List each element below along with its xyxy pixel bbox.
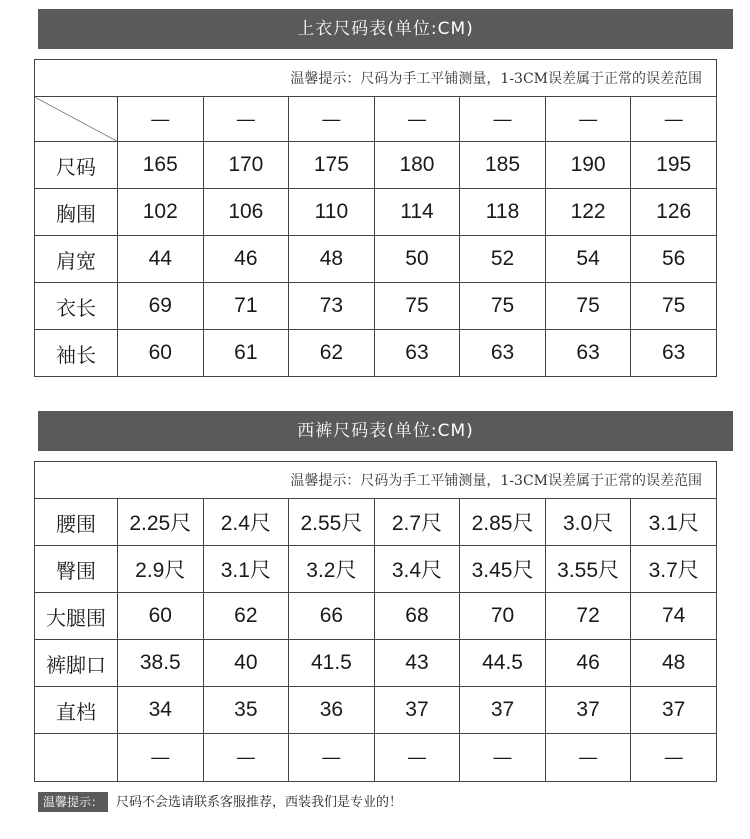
dash-cell: — (460, 97, 546, 142)
footer-tip (38, 792, 402, 812)
table-cell: 170 (203, 142, 289, 189)
dash-cell: — (118, 97, 204, 142)
shirt-size-chart-title: 上衣尺码表(单位:CM) (38, 9, 733, 49)
table-cell: 63 (374, 330, 460, 377)
table-cell: 2.55尺 (289, 499, 375, 546)
row-label: 肩宽 (35, 236, 118, 283)
table-cell: 3.45尺 (460, 546, 546, 593)
table-cell: 69 (118, 283, 204, 330)
row-label: 袖长 (35, 330, 118, 377)
table-cell: 37 (545, 687, 631, 734)
table-cell: 52 (460, 236, 546, 283)
table-cell: 37 (374, 687, 460, 734)
table-cell: 106 (203, 189, 289, 236)
table-cell: 40 (203, 640, 289, 687)
table-cell: 43 (374, 640, 460, 687)
table-row (35, 734, 717, 782)
table-cell: 63 (631, 330, 717, 377)
table-cell: 44.5 (460, 640, 546, 687)
table-row (35, 499, 717, 546)
table-row (35, 142, 717, 189)
table-cell: 37 (460, 687, 546, 734)
dash-cell: — (289, 97, 375, 142)
table-cell: 165 (118, 142, 204, 189)
table-cell: 118 (460, 189, 546, 236)
table-cell: 66 (289, 593, 375, 640)
table-cell: 110 (289, 189, 375, 236)
table-cell: 60 (118, 593, 204, 640)
shirt-size-table (34, 59, 717, 377)
table-cell: 122 (545, 189, 631, 236)
table-cell: 56 (631, 236, 717, 283)
table-cell: 68 (374, 593, 460, 640)
table-cell: 75 (545, 283, 631, 330)
table-row (35, 640, 717, 687)
table-cell: 38.5 (118, 640, 204, 687)
table-row (35, 236, 717, 283)
table-cell: 48 (631, 640, 717, 687)
table-cell: 46 (203, 236, 289, 283)
table-cell: 126 (631, 189, 717, 236)
table-cell: 46 (545, 640, 631, 687)
dash-cell: — (118, 734, 204, 782)
row-label: 大腿围 (35, 593, 118, 640)
table-row (35, 687, 717, 734)
table-cell: 195 (631, 142, 717, 189)
table-cell: 3.2尺 (289, 546, 375, 593)
table-cell: 60 (118, 330, 204, 377)
dash-cell: — (203, 97, 289, 142)
table-cell: 75 (374, 283, 460, 330)
table-row (35, 97, 717, 142)
table-cell: 175 (289, 142, 375, 189)
table-cell: 185 (460, 142, 546, 189)
table-cell: 63 (545, 330, 631, 377)
row-label: 腰围 (35, 499, 118, 546)
table-cell: 44 (118, 236, 204, 283)
table-cell: 102 (118, 189, 204, 236)
table-cell: 71 (203, 283, 289, 330)
table-cell: 3.7尺 (631, 546, 717, 593)
table-cell: 73 (289, 283, 375, 330)
table-cell: 54 (545, 236, 631, 283)
dash-cell: — (545, 734, 631, 782)
footer-tip-label: 温馨提示： (38, 792, 108, 812)
table-cell: 3.1尺 (631, 499, 717, 546)
diagonal-header-cell (35, 97, 118, 142)
table-cell: 190 (545, 142, 631, 189)
measurement-note: 温馨提示：尺码为手工平铺测量，1-3CM误差属于正常的误差范围 (35, 60, 717, 97)
row-label: 臀围 (35, 546, 118, 593)
dash-cell: — (289, 734, 375, 782)
row-label: 直档 (35, 687, 118, 734)
empty-cell (35, 734, 118, 782)
table-row (35, 546, 717, 593)
table-cell: 3.1尺 (203, 546, 289, 593)
table-cell: 34 (118, 687, 204, 734)
table-cell: 114 (374, 189, 460, 236)
table-cell: 3.55尺 (545, 546, 631, 593)
dash-cell: — (631, 97, 717, 142)
table-cell: 37 (631, 687, 717, 734)
table-cell: 62 (203, 593, 289, 640)
table-cell: 50 (374, 236, 460, 283)
table-row (35, 283, 717, 330)
table-cell: 74 (631, 593, 717, 640)
row-label: 胸围 (35, 189, 118, 236)
table-cell: 2.9尺 (118, 546, 204, 593)
dash-cell: — (203, 734, 289, 782)
footer-tip-text: 尺码不会选请联系客服推荐，西装我们是专业的！ (116, 795, 403, 810)
measurement-note: 温馨提示：尺码为手工平铺测量，1-3CM误差属于正常的误差范围 (35, 462, 717, 499)
dash-cell: — (374, 734, 460, 782)
table-cell: 41.5 (289, 640, 375, 687)
table-cell: 2.25尺 (118, 499, 204, 546)
table-cell: 2.7尺 (374, 499, 460, 546)
dash-cell: — (460, 734, 546, 782)
trousers-size-chart-title: 西裤尺码表(单位:CM) (38, 411, 733, 451)
table-cell: 2.4尺 (203, 499, 289, 546)
table-cell: 70 (460, 593, 546, 640)
table-cell: 2.85尺 (460, 499, 546, 546)
dash-cell: — (631, 734, 717, 782)
dash-cell: — (374, 97, 460, 142)
table-cell: 63 (460, 330, 546, 377)
table-cell: 36 (289, 687, 375, 734)
table-cell: 75 (460, 283, 546, 330)
table-cell: 3.0尺 (545, 499, 631, 546)
dash-cell: — (545, 97, 631, 142)
table-row (35, 593, 717, 640)
table-cell: 62 (289, 330, 375, 377)
row-label: 衣长 (35, 283, 118, 330)
table-cell: 3.4尺 (374, 546, 460, 593)
table-row (35, 189, 717, 236)
table-cell: 48 (289, 236, 375, 283)
table-cell: 72 (545, 593, 631, 640)
trousers-size-table (34, 461, 717, 782)
row-label: 裤脚口 (35, 640, 118, 687)
table-cell: 61 (203, 330, 289, 377)
table-cell: 180 (374, 142, 460, 189)
row-label: 尺码 (35, 142, 118, 189)
table-cell: 35 (203, 687, 289, 734)
table-row (35, 330, 717, 377)
table-cell: 75 (631, 283, 717, 330)
